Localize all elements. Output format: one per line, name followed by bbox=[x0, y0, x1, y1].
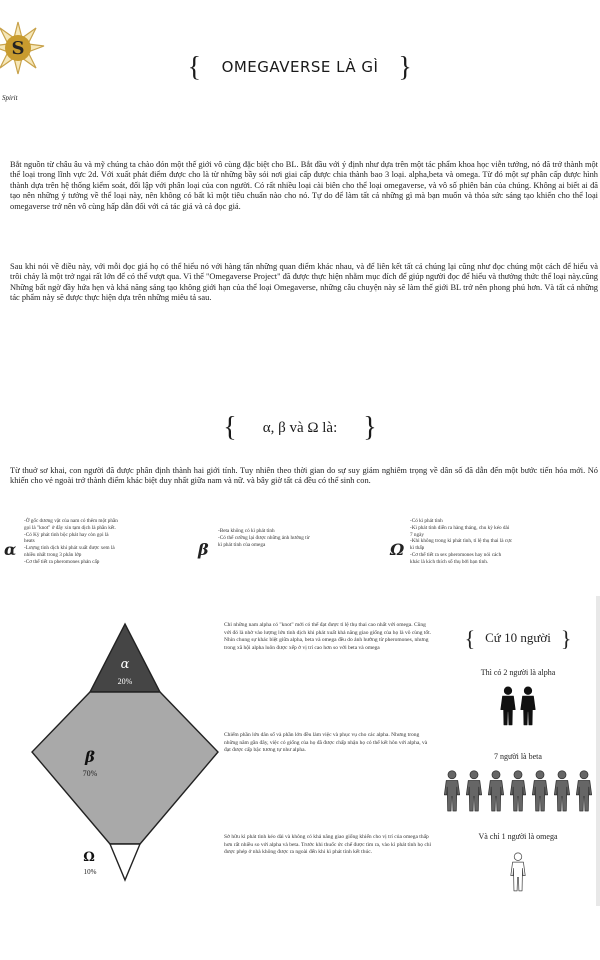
text-line: -Có thể cưỡng lại được những ảnh hưởng từ bbox=[218, 534, 310, 541]
class-diamond-diagram bbox=[30, 622, 220, 884]
intro-paragraph-1: Bắt nguồn từ châu âu và mỹ chúng ta chào đón một thế giới vô cùng đặc biệt cho BL. Bắt đầu với ý định như dựa trên một tác phẩm khoa học viễn tưởng, nó đã trở thành một thể loại trong lĩnh vực 2d. Với xuất phát điểm được cho là từ những bầy sói nơi giai cấp được chia thành bao 3 loại. alpha,beta và omega. Từ đó một sự phân cấp được hình thành dựa trên hệ thống kiểm soát, đối lập với phân loại của con người. Có rất nhiều loại cài biên cho thể loại omegaverse, và vô số phiên bản của chúng. Không ai biết ai đã tạo nên những ý tưởng về thể loại này, nên không có bất kì một tiêu chuẩn nào cho nó. Tự do để làm tất cả những gì mà bạn muốn và thỏa sức sáng tạo khiến cho thể loại omegaverse trở nên vô cùng hấp dẫn đối với cả tác giả và cả đọc giả. bbox=[10, 160, 598, 211]
beta-person-icon bbox=[530, 770, 550, 816]
alpha-label: α bbox=[120, 657, 130, 672]
beta-segment bbox=[32, 692, 218, 844]
omega-label: Ω bbox=[83, 850, 95, 865]
brace-close-3: } bbox=[560, 626, 572, 651]
omega-person-icon bbox=[509, 852, 527, 896]
beta-person-icon bbox=[442, 770, 462, 816]
alpha-symbol: α bbox=[4, 540, 17, 559]
alpha-people bbox=[436, 686, 600, 730]
text-line: -Kì phát tình diễn ra hàng tháng, chu kỳ kéo dài bbox=[410, 524, 510, 531]
intro-paragraph-2: Sau khi nói về điều này, với mỗi đọc giả họ có thể hiểu nó với hàng tấn những quan điểm khác nhau, và để liên kết tất cả chúng lại cũng như đọc chúng một cách để hiểu và trôi chảy là một trở ngại rất lớn để có thể vượt qua. Vì thế "Omegaverse Project" đã được thực hiện nhằm mục đích để giúp người đọc để hiểu và thưởng thức thể loại này.cũng Những bất ngờ đầy hứa hẹn và khả năng sáng tạo không giới hạn của thể loại Omegaverse, những câu chuyện này sẽ làm thế giới BL trở nên phong phú hơn. Và tất cả những tác phẩm này sẽ được thực hiện dựa trên những miêu tả sau. bbox=[10, 262, 598, 303]
text-line: -Khi không trong kì phát tình, tỉ lệ thụ thai là cực bbox=[410, 538, 513, 545]
omega-description: Sở hữu kì phát tình kéo dài và không có khả năng giao giống khiến cho vị trí của omega thấp hơn rất nhiều so với alpha và beta. Trước khi thuốc ức chế được tìm ra, vào kì phát tình họ chỉ được phép ở nhà không được ra ngoài đến khi kì phát tình kết thúc. bbox=[224, 834, 432, 856]
beta-person-icon bbox=[552, 770, 572, 816]
text-line: khác là kích thích sổ thụ bởi bạn tình. bbox=[410, 558, 489, 565]
section-title-text: α, β và Ω là: bbox=[262, 420, 338, 436]
brace-open-2: { bbox=[223, 412, 237, 443]
alpha-person-icon bbox=[499, 686, 517, 730]
alpha-description: Chỉ những nam alpha có "knot" mới có thể đạt được tỉ lệ thụ thai cao nhất với omega. Cũng với đó là nhờ vào lượng lớn tinh dịch khi phát xuất khả năng giao giống của họ là vô cùng tốt. Nhìn chung sự khác biệt giữa alpha, beta và omega đều do ảnh hưởng từ pheromones, nhưng trong xã hội alpha luôn được xếp ở vị trí cao hơn so với beta và omega bbox=[224, 622, 432, 651]
beta-person-icon bbox=[464, 770, 484, 816]
beta-person-icon bbox=[486, 770, 506, 816]
omega-people bbox=[436, 852, 600, 896]
text-line: heats bbox=[24, 538, 35, 545]
text-line: kì thấp bbox=[410, 545, 425, 552]
page-title bbox=[0, 52, 600, 84]
beta-symbol: β bbox=[198, 540, 209, 559]
text-line: gọi là "knot" ở đây xin tạm dịch là phần kết. bbox=[24, 524, 116, 531]
beta-description: Chiếm phần lớn dân số và phần lớn đều làm việc và phục vụ cho các alpha. Nhưng trong những năm gần đây, việc có giống của họ đã được chấp nhận họ có thể kết hôn với alpha, và đạt được cấp bậc tương tự như alpha. bbox=[224, 732, 428, 754]
text-line: -Có Kỳ phát tình bộc phát hay còn gọi là bbox=[24, 531, 109, 538]
beta-pct: 70% bbox=[82, 769, 98, 778]
text-line: nhiều nhất trong 3 phân lớp bbox=[24, 551, 82, 558]
omega-symbol: Ω bbox=[390, 540, 405, 559]
text-line: -Lượng tinh dịch khi phát xuất được xem là bbox=[24, 545, 115, 552]
text-line: -Cơ thể tiết ra sex pheromones hay nói cách bbox=[410, 551, 502, 558]
brace-open: { bbox=[187, 52, 202, 83]
beta-definition bbox=[218, 528, 378, 548]
alpha-pct: 20% bbox=[117, 677, 133, 686]
omega-count-caption: Và chỉ 1 người là omega bbox=[478, 832, 558, 841]
section-title bbox=[0, 412, 600, 444]
beta-label: β bbox=[85, 748, 95, 766]
text-line: -Cơ thể tiết ra pheromones phản cấp bbox=[24, 558, 100, 565]
logo-letter: S bbox=[11, 38, 25, 59]
logo-text: Spirit bbox=[2, 94, 18, 102]
alpha-definition bbox=[24, 518, 184, 566]
text-line: kì phát tình của omega bbox=[218, 541, 266, 548]
omega-definition bbox=[410, 518, 590, 566]
section-intro: Từ thuở sơ khai, con người đã được phân định thành hai giới tính. Tuy nhiên theo thời gian do sự suy giảm nghiêm trọng về dân số đã dẫn đến một bước tiến hóa mới. Nó khiến cho vẻ ngoài trở thành điểm khác biệt duy nhất giữa nam và nữ. và bây giờ tất cả đều có thể sinh con. bbox=[10, 466, 598, 486]
brace-close: } bbox=[398, 52, 413, 83]
beta-count-caption: 7 người là beta bbox=[494, 752, 542, 761]
text-line: 7 ngày bbox=[410, 531, 424, 538]
brace-close-2: } bbox=[363, 412, 377, 443]
text-line: -Beta không có kì phát tình bbox=[218, 528, 275, 534]
omega-segment bbox=[110, 844, 140, 880]
omega-pct: 10% bbox=[83, 868, 97, 876]
text-line: -Có kì phát tình bbox=[410, 518, 443, 524]
count-title-text: Cứ 10 người bbox=[485, 630, 551, 645]
brace-open-3: { bbox=[464, 626, 476, 651]
beta-person-icon bbox=[574, 770, 594, 816]
beta-people bbox=[436, 770, 600, 816]
alpha-person-icon bbox=[519, 686, 537, 730]
text-line: -Ở gốc dương vật của nam có thêm một phần bbox=[24, 518, 118, 524]
count-title bbox=[436, 626, 600, 652]
side-strip bbox=[596, 596, 600, 906]
beta-person-icon bbox=[508, 770, 528, 816]
title-text: OMEGAVERSE LÀ GÌ bbox=[221, 58, 379, 76]
alpha-count-caption: Thì có 2 người là alpha bbox=[480, 668, 556, 677]
